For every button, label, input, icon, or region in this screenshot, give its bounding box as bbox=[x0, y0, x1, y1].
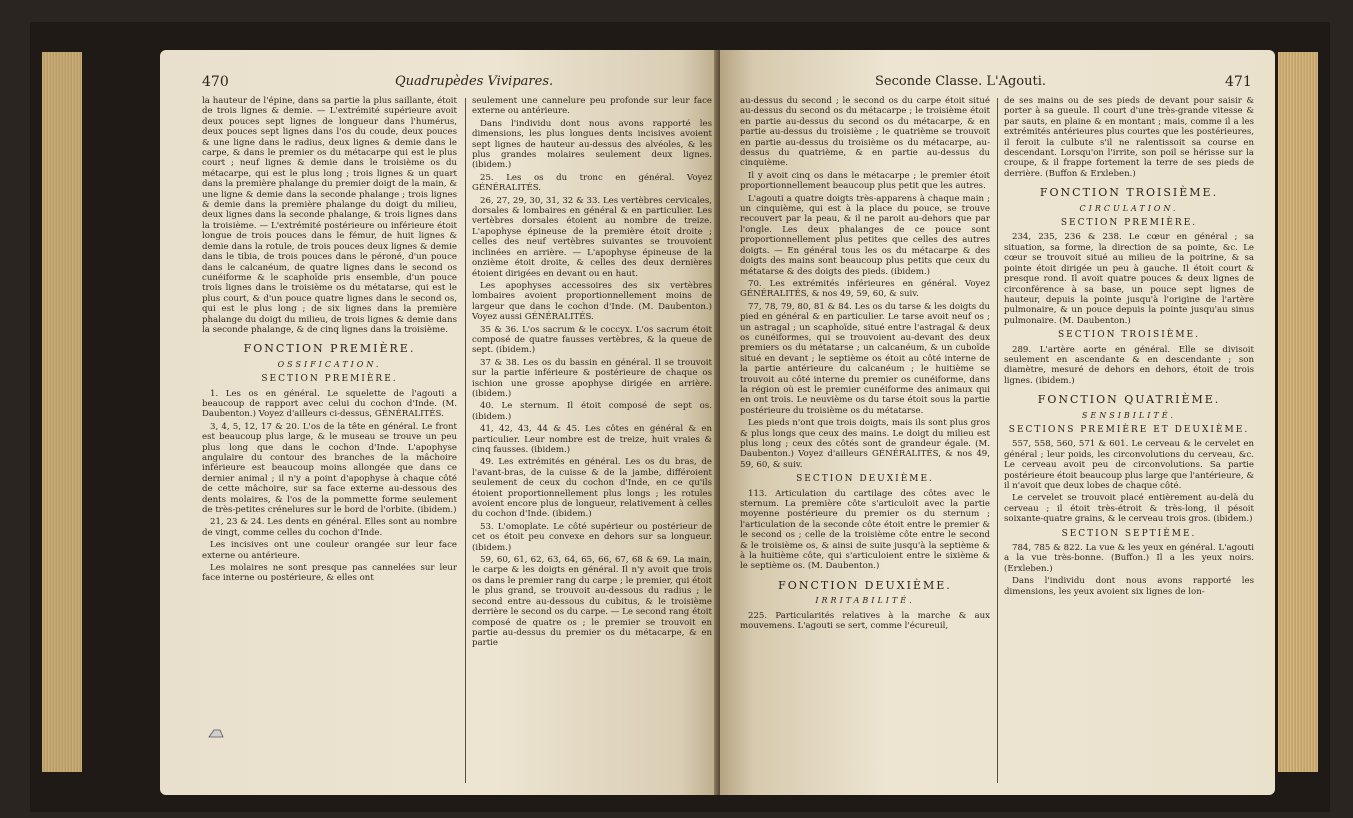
right-page bbox=[720, 50, 1275, 795]
paragraph: 40. Le sternum. Il étoit composé de sept os. (ibidem.) bbox=[472, 401, 712, 422]
subheading: OSSIFICATION. bbox=[277, 359, 382, 369]
paragraph: Dans l'individu dont nous avons rapporté les dimensions, les yeux avoient six lignes de lon- bbox=[1004, 576, 1254, 597]
bookmark-clip-icon bbox=[208, 728, 224, 738]
paragraph: Il y avoit cinq os dans le métacarpe ; le premier étoit proportionnellement beaucoup plus petit que les autres. bbox=[740, 170, 990, 192]
paragraph: 35 & 36. L'os sacrum & le coccyx. L'os sacrum étoit composé de quatre fausses vertèbres, & la queue de sept. (ibidem.) bbox=[472, 324, 712, 356]
paragraph: seulement une cannelure peu profonde sur leur face externe ou antérieure. bbox=[472, 96, 712, 117]
left-column-1 bbox=[202, 96, 457, 586]
paragraph: 234, 235, 236 & 238. Le cœur en général ; sa situation, sa forme, la direction de sa pointe, &c. Le cœur se trouvoit situé au milieu de la poitrine, & sa pointe étoit dirigée un peu à gauche. Il étoit court & presque rond. Il avoit quatre pouces & deux lignes de circonférence à sa base, un pouce sept lignes de hauteur, depuis la pointe jusqu'à l'origine de l'artère pulmonaire, & un pouce depuis la pointe jusqu'au sinus pulmonaire. (M. Daubenton.) bbox=[1004, 232, 1254, 326]
paragraph: 37 & 38. Les os du bassin en général. Il se trouvoit sur la partie inférieure & postérieure de chaque os ischion une grosse apophyse dirigée en arrière. (ibidem.) bbox=[472, 357, 712, 399]
paragraph: 113. Articulation du cartilage des côtes avec le sternum. La première côte s'articuloit avec la partie moyenne postérieure du premier os du sternum ; l'articulation de la seconde côte étoit entre le premier & le second os ; celle de la troisième côte entre le second & le troisième os, & ainsi de suite jusqu'à la septième & à la huitième côte, qui s'articuloient entre le sixième & le septième os. (M. Daubenton.) bbox=[740, 488, 990, 572]
paragraph: 53. L'omoplate. Le côté supérieur ou postérieur de cet os étoit peu convexe en dehors sur sa longueur. (ibidem.) bbox=[472, 521, 712, 553]
function-heading: FONCTION QUATRIÈME. bbox=[1037, 393, 1221, 407]
paragraph: Les incisives ont une couleur orangée sur leur face externe ou antérieure. bbox=[202, 540, 457, 561]
paragraph: L'agouti a quatre doigts très-apparens à chaque main ; un cinquième, qui est à la place du pouce, se trouve recouvert par la peau, & il ne paroit au-dehors que par l'ongle. Les deux phalanges de ce pouce sont proportionnellement plus petites que celles des autres doigts. — En général tous les os du métacarpe & des doigts des mains sont beaucoup plus petits que ceux du métatarse & des doigts des pieds. (ibidem.) bbox=[740, 193, 990, 277]
right-column-rule bbox=[997, 98, 998, 783]
paragraph: 26, 27, 29, 30, 31, 32 & 33. Les vertèbres cervicales, dorsales & lombaires en général & en particulier. Les vertèbres dorsales étoient au nombre de treize. L'apophyse épineuse de la première étoit droite ; celles des neuf vertèbres suivantes se trouvoient inclinées en arrière. — L'apophyse épineuse de la onzième étoit droite, & celles des deux dernières étoient dirigées en devant ou en haut. bbox=[472, 195, 712, 279]
left-fore-edge bbox=[42, 52, 82, 772]
paragraph: 21, 23 & 24. Les dents en général. Elles sont au nombre de vingt, comme celles du cochon d'Inde. bbox=[202, 517, 457, 538]
right-fore-edge bbox=[1278, 52, 1318, 772]
left-column-rule bbox=[465, 98, 466, 783]
section-heading: SECTION DEUXIÈME. bbox=[796, 474, 934, 485]
paragraph: Les pieds n'ont que trois doigts, mais ils sont plus gros & plus longs que ceux des mains. Le doigt du milieu est plus long ; ceux des côtés sont de grandeur égale. (M. Daubenton.) Voyez d'ailleurs GÉNÉRALITÉS, & nos 49, 59, 60, & suiv. bbox=[740, 418, 990, 470]
section-heading: SECTION TROISIÈME. bbox=[1058, 330, 1200, 341]
paragraph: au-dessus du second ; le second os du carpe étoit situé au-dessus du second os du métacarpe ; le troisième étoit en partie au-dessus du second os du métacarpe, & en partie au-dessus du troisième ; le quatrième se trouvoit en partie au-dessus du troisième os du métacarpe, au-dessus du quatrième, & en partie au-dessus du cinquième. bbox=[740, 96, 990, 169]
paragraph: 784, 785 & 822. La vue & les yeux en général. L'agouti a la vue très-bonne. (Buffon.) Il a les yeux noirs. (Erxleben.) bbox=[1004, 543, 1254, 574]
paragraph: la hauteur de l'épine, dans sa partie la plus saillante, étoit de trois lignes & demie. — L'extrémité supérieure avoit deux pouces sept lignes de longueur dans l'humérus, deux pouces sept lignes dans l'os du coude, deux pouces & une ligne dans le radius, deux lignes & demie dans le carpe, & dans le premier os du métacarpe qui est le plus court ; neuf lignes & demie dans le troisième os du métacarpe, qui est le plus long ; trois lignes & un quart dans la première phalange du premier doigt de la main, & une ligne & demie dans la seconde phalange ; trois lignes & demie dans la première phalange du doigt du milieu, deux lignes dans la seconde phalange, & trois lignes dans la troisième. — L'extrémité postérieure ou inférieure étoit longue de trois pouces dans le fémur, de huit lignes & demie dans la rotule, de trois pouces deux lignes & demie dans le tibia, de trois pouces dans le péroné, d'un pouce dans le calcanéum, de quatre lignes dans le second os cunéiforme & le scaphoïde pris ensemble, d'un pouce trois lignes dans le troisième os du métatarse, qui est le plus court, & d'un pouce quatre lignes dans le second os, qui est le plus long ; de six lignes dans la première phalange du doigt du milieu, de trois lignes & demie dans la seconde phalange, & de cinq lignes dans la troisième. bbox=[202, 96, 457, 335]
paragraph: Les apophyses accessoires des six vertèbres lombaires avoient proportionnellement moins de largeur que dans le cochon d'Inde. (M. Daubenton.) Voyez aussi GÉNÉRALITÉS. bbox=[472, 280, 712, 323]
subheading: IRRITABILITÉ. bbox=[815, 596, 915, 606]
function-heading: FONCTION TROISIÈME. bbox=[1039, 186, 1219, 200]
left-running-head: Quadrupèdes Vivipares. bbox=[395, 74, 554, 89]
right-column-2 bbox=[1004, 96, 1254, 599]
paragraph: 557, 558, 560, 571 & 601. Le cerveau & le cervelet en général ; leur poids, les circonvolutions du cerveau, &c. Le cerveau avoit peu de circonvolutions. Sa partie postérieure étoit beaucoup plus large que l'antérieure, & il n'avoit que deux lobes de chaque côté. bbox=[1004, 439, 1254, 491]
function-heading: FONCTION PREMIÈRE. bbox=[243, 342, 416, 356]
paragraph: 289. L'artère aorte en général. Elle se divisoit seulement en ascendante & en descendante ; son diamètre, mesuré de dehors en dehors, étoit de trois lignes. (ibidem.) bbox=[1004, 344, 1254, 386]
paragraph: Le cervelet se trouvoit placé entièrement au-delà du cerveau ; il étoit très-étroit & très-long, il pésoit soixante-quatre grains, & le cerveau trois gros. (ibidem.) bbox=[1004, 493, 1254, 525]
paragraph: 77, 78, 79, 80, 81 & 84. Les os du tarse & les doigts du pied en général & en particulier. Le tarse avoit neuf os ; un astragal ; un scaphoïde, situé entre l'astragal & deux os cunéiformes, qui se trouvoient au-devant des deux premiers os du métatarse ; un calcanéum, & un cuboïde situé en devant ; le septième os étoit au côté interne de la partie antérieure du calcanéum ; le huitième se trouvoit au côté interne du premier os cunéiforme, dans la région où est le premier cunéiforme des animaux qui en ont trois. Le neuvième os du tarse étoit sous la partie postérieure du troisième os du métatarse. bbox=[740, 301, 990, 416]
right-running-head: Seconde Classe. L'Agouti. bbox=[875, 74, 1047, 89]
paragraph: 59, 60, 61, 62, 63, 64, 65, 66, 67, 68 & 69. La main, le carpe & les doigts en général. Il n'y avoit que trois os dans le premier rang du carpe ; le premier, qui étoit le plus grand, se trouvoit au-dessous du radius ; le second entre au-dessous du cubitus, & le troisième derrière le second os du carpe. — Le second rang étoit composé de quatre os ; le premier se trouvoit en partie au-dessus du premier os du métacarpe, & en partie bbox=[472, 555, 712, 649]
paragraph: 3, 4, 5, 12, 17 & 20. L'os de la tête en général. Le front est beaucoup plus large, & le museau se trouve un peu plus long que dans le cochon d'Inde. L'apophyse angulaire du contour des branches de la mâchoire inférieure est beaucoup moins allongée que dans ce dernier animal ; il n'y a point d'apophyse à chaque côté de cette mâchoire, sur sa face externe au-dessous des dents molaires, & l'os de la pommette forme seulement de très-petites crénelures sur le bord de l'orbite. (ibidem.) bbox=[202, 421, 457, 516]
section-heading: SECTION PREMIÈRE. bbox=[261, 374, 398, 385]
paragraph: 25. Les os du tronc en général. Voyez GÉNÉRALITÉS. bbox=[472, 172, 712, 194]
open-book bbox=[30, 22, 1330, 812]
paragraph: 1. Les os en général. Le squelette de l'agouti a beaucoup de rapport avec celui du cochon d'Inde. (M. Daubenton.) Voyez d'ailleurs ci-dessus, GÉNÉRALITÉS. bbox=[202, 388, 457, 420]
left-column-2 bbox=[472, 96, 712, 651]
subheading: SENSIBILITÉ. bbox=[1081, 410, 1177, 420]
paragraph: 225. Particularités relatives à la marche & aux mouvemens. L'agouti se sert, comme l'écureuil, bbox=[740, 610, 990, 632]
paragraph: de ses mains ou de ses pieds de devant pour saisir & porter à sa gueule. Il court d'une très-grande vitesse & par sauts, en plaine & en montant ; mais, comme il a les extrémités antérieures plus courtes que les postérieures, il feroit la culbute s'il ne ralentissoit sa course en descendant. Lorsqu'on l'irrite, son poil se hérisse sur la croupe, & il frappe fortement la terre de ses pieds de derrière. (Buffon & Erxleben.) bbox=[1004, 96, 1254, 179]
right-page-number: 471 bbox=[1225, 74, 1252, 90]
subheading: CIRCULATION. bbox=[1079, 203, 1179, 213]
paragraph: Dans l'individu dont nous avons rapporté les dimensions, les plus longues dents incisives avoient sept lignes de hauteur au-dessus des alvéoles, & les plus grandes molaires seulement deux lignes. (ibidem.) bbox=[472, 118, 712, 171]
left-page-number: 470 bbox=[202, 74, 229, 90]
paragraph: 70. Les extrémités inférieures en général. Voyez GÉNÉRALITÉS, & nos 49, 59, 60, & suiv. bbox=[740, 278, 990, 300]
section-heading: SECTION PREMIÈRE. bbox=[1060, 218, 1198, 229]
paragraph: Les molaires ne sont presque pas cannelées sur leur face interne ou postérieure, & elles ont bbox=[202, 563, 457, 584]
section-heading: SECTION SEPTIÈME. bbox=[1061, 528, 1197, 539]
paragraph: 49. Les extrémités en général. Les os du bras, de l'avant-bras, de la cuisse & de la jambe, différoient seulement de ceux du cochon d'Inde, en ce qu'ils étoient proportionnellement plus longs ; les rotules avoient encore plus de longueur, relativement à celles du cochon d'Inde. (ibidem.) bbox=[472, 457, 712, 520]
paragraph: 41, 42, 43, 44 & 45. Les côtes en général & en particulier. Leur nombre est de treize, huit vraies & cinq fausses. (ibidem.) bbox=[472, 424, 712, 455]
right-column-1 bbox=[740, 96, 990, 634]
section-heading: SECTIONS PREMIÈRE ET DEUXIÈME. bbox=[1008, 424, 1250, 435]
left-page bbox=[160, 50, 720, 795]
function-heading: FONCTION DEUXIÈME. bbox=[778, 578, 952, 592]
